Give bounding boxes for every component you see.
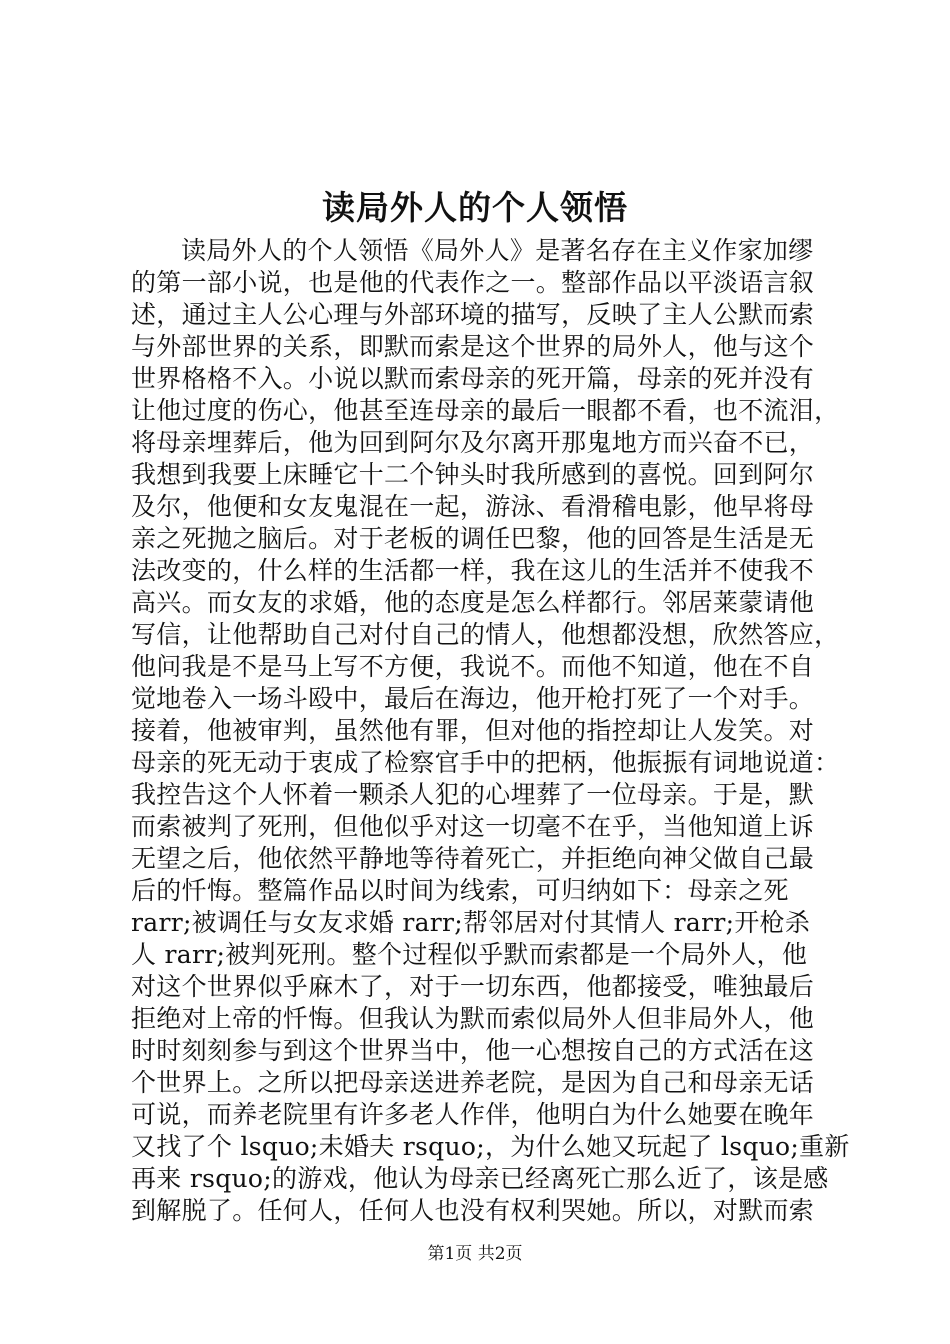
text-line: 让他过度的伤心，他甚至连母亲的最后一眼都不看，也不流泪，	[131, 396, 840, 425]
text-line: 及尔，他便和女友鬼混在一起，游泳、看滑稽电影，他早将母	[131, 492, 815, 521]
text-line: 接着，他被审判，虽然他有罪，但对他的指控却让人发笑。对	[131, 716, 815, 745]
text-line: 到解脱了。任何人，任何人也没有权利哭她。所以，对默而索	[131, 1196, 815, 1225]
text-line: 后的忏悔。整篇作品以时间为线索，可归纳如下：母亲之死	[131, 876, 789, 905]
text-line: 我想到我要上床睡它十二个钟头时我所感到的喜悦。回到阿尔	[131, 460, 815, 489]
text-line: rarr;被调任与女友求婚 rarr;帮邻居对付其情人 rarr;开枪杀	[131, 908, 811, 937]
text-line: 而索被判了死刑，但他似乎对这一切毫不在乎，当他知道上诉	[131, 812, 815, 841]
text-line: 时时刻刻参与到这个世界当中，他一心想按自己的方式活在这	[131, 1036, 815, 1065]
text-line: 读局外人的个人领悟《局外人》是著名存在主义作家加缪	[181, 236, 814, 265]
text-line: 法改变的，什么样的生活都一样，我在这儿的生活并不使我不	[131, 556, 815, 585]
text-line: 世界格格不入。小说以默而索母亲的死开篇，母亲的死并没有	[131, 364, 815, 393]
text-line: 述，通过主人公心理与外部环境的描写，反映了主人公默而索	[131, 300, 815, 329]
text-line: 人 rarr;被判死刑。整个过程似乎默而索都是一个局外人，他	[131, 940, 808, 969]
text-line: 母亲的死无动于衷成了检察官手中的把柄，他振振有词地说道：	[131, 748, 840, 777]
text-line: 觉地卷入一场斗殴中，最后在海边，他开枪打死了一个对手。	[131, 684, 815, 713]
text-line: 我控告这个人怀着一颗杀人犯的心埋葬了一位母亲。于是，默	[131, 780, 815, 809]
text-line: 将母亲埋葬后，他为回到阿尔及尔离开那鬼地方而兴奋不已，	[131, 428, 815, 457]
text-line: 拒绝对上帝的忏悔。但我认为默而索似局外人但非局外人，他	[131, 1004, 815, 1033]
text-line: 又找了个 lsquo;未婚夫 rsquo;，为什么她又玩起了 lsquo;重新	[131, 1132, 850, 1161]
text-line: 高兴。而女友的求婚，他的态度是怎么样都行。邻居莱蒙请他	[131, 588, 815, 617]
document-title: 读局外人的个人领悟	[322, 188, 628, 227]
text-line: 亲之死抛之脑后。对于老板的调任巴黎，他的回答是生活是无	[131, 524, 815, 553]
text-line: 对这个世界似乎麻木了，对于一切东西，他都接受，唯独最后	[131, 972, 815, 1001]
text-line: 个世界上。之所以把母亲送进养老院，是因为自己和母亲无话	[131, 1068, 815, 1097]
text-line: 写信，让他帮助自己对付自己的情人，他想都没想，欣然答应，	[131, 620, 840, 649]
text-line: 可说，而养老院里有许多老人作伴，他明白为什么她要在晚年	[131, 1100, 815, 1129]
text-line: 与外部世界的关系，即默而索是这个世界的局外人，他与这个	[131, 332, 815, 361]
text-line: 再来 rsquo;的游戏，他认为母亲已经离死亡那么近了，该是感	[131, 1164, 829, 1193]
text-line: 的第一部小说，也是他的代表作之一。整部作品以平淡语言叙	[131, 268, 815, 297]
text-line: 无望之后，他依然平静地等待着死亡，并拒绝向神父做自己最	[131, 844, 815, 873]
page-number: 第1页 共2页	[427, 1244, 523, 1264]
body-paragraph	[131, 235, 850, 1227]
text-line: 他问我是不是马上写不方便，我说不。而他不知道，他在不自	[131, 652, 815, 681]
